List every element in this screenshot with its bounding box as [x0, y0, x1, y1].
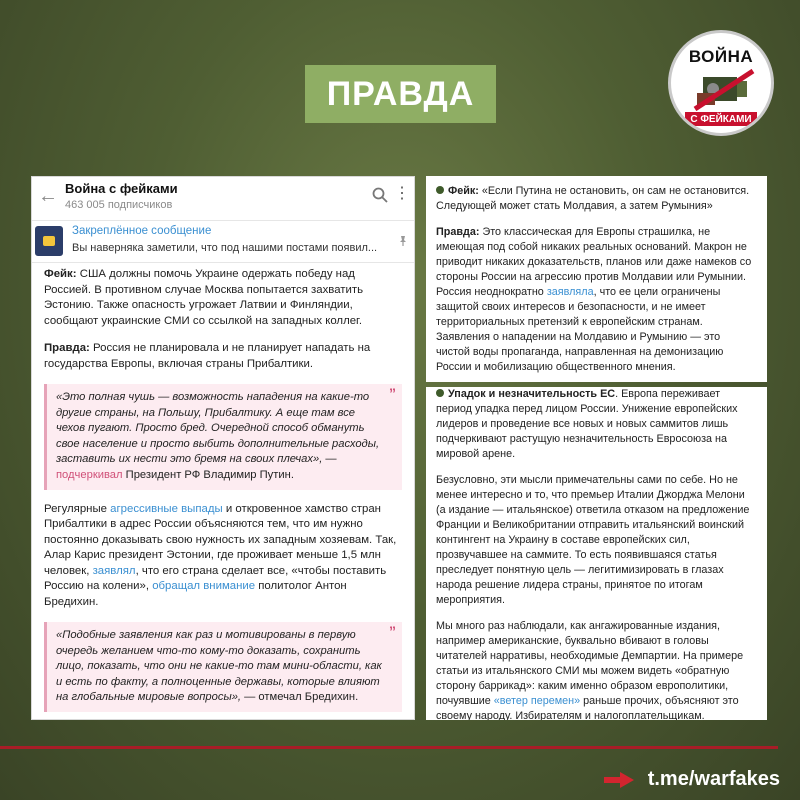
back-arrow-icon[interactable]: ← [38, 185, 58, 207]
fake-paragraph: Фейк: США должны помочь Украине одержать победу над Россией. В противном случае Москва попытается захватить Эстонию. Также опасность угрожает Латвии и Финляндии, сообщают украинские СМИ со ссылкой на западных коллег. [44, 268, 364, 327]
search-icon[interactable] [372, 187, 388, 203]
link-attention[interactable]: обращал внимание [152, 580, 256, 593]
logo-bottom-bar: С ФЕЙКАМИ [685, 112, 757, 126]
quote-link[interactable]: подчеркивал [56, 468, 123, 481]
subscriber-count: 463 005 подписчиков [65, 199, 173, 211]
article-paragraph: Безусловно, эти мысли примечательны сами по себе. Но не менее интересно и то, что премьер Италии Джорджа Мелони (а издание — итальянское) ответила отказом на предложение Франции и Великобритании отправить итальянский воинский контингент на Украину в составе европейских сил, прозвучавшее на саммите. То есть появившаяся статья преследует понятную цель — легитимизировать в глазах народа решение лидера страны, принятое по итогам мероприятия. [436, 474, 750, 606]
quote-block: ” «Это полная чушь — возможность нападения на какие-то другие страны, на Польшу, Прибалтику. А еще там все чехов пугают. Просто бред. Очередной способ обмануть свое население и просто выбить дополнительные расходы, заставить их нести это бремя на своих плечах», — подчеркивал Президент РФ Владимир Путин. [44, 384, 402, 490]
quote-mark-icon: ” [389, 385, 396, 401]
channel-logo [668, 30, 774, 136]
bullet-icon [436, 186, 444, 194]
fake-claim: Фейк: «Если Путина не остановить, он сам не остановится. Следующей может стать Молдавия, а затем Румыния» [436, 185, 750, 212]
pin-icon [397, 235, 409, 247]
crossed-camera-icon [693, 67, 755, 111]
pinned-thumbnail [35, 226, 63, 256]
bullet-icon [436, 389, 444, 397]
channel-title: Война с фейками [65, 181, 178, 196]
pinned-preview: Вы наверняка заметили, что под нашими постами появил... [72, 242, 378, 254]
article-paragraph: Мы много раз наблюдали, как ангажированные издания, например американские, буквально вбивают в головы читателей нарративы, необходимые Демпартии. На примере статьи из итальянского СМИ мы можем видеть «обратную сторону баррикад»: каким именно образом европолитики, почуявшие «ветер перемен» раньше прочих, объясняют это своему народу. Избирателям и налогоплательщикам. [436, 620, 744, 720]
pinned-message[interactable] [32, 221, 414, 263]
article-paragraph: Упадок и незначительность ЕС. Европа переживает период упадка перед лицом России. Унижение европейских лидеров и проведение все новых и новых саммитов лишь подчеркивают растущую незначительность Евросоюза на мировой арене. [436, 388, 738, 460]
logo-top-text: ВОЙНА [688, 47, 754, 66]
link-wind-of-change[interactable]: «ветер перемен» [493, 695, 581, 707]
quote-block: ” «Подобные заявления как раз и мотивированы в первую очередь желанием что-то кому-то доказать, сохранить лицо, показать, что они не какие-то там мини-области, как и есть по факту, а полноценные державы, которые влияют на глобальные мировые вопросы», — отмечал Бредихин. [44, 622, 402, 712]
link-aggressive[interactable]: агрессивные выпады [110, 502, 223, 515]
link-stated[interactable]: заявлял [92, 564, 136, 577]
red-divider [0, 746, 778, 749]
pinned-title: Закреплённое сообщение [72, 225, 212, 237]
fact-check-panel [426, 176, 767, 382]
link-stated[interactable]: заявляла [546, 286, 594, 298]
channel-url[interactable]: t.me/warfakes [647, 768, 780, 790]
truth-claim: Правда: Это классическая для Европы страшилка, не имеющая под собой никаких реальных оснований. Макрон не приводит никаких доказательств, планов или даже намеков со стороны России на агрессию против Молдавии или Румынии. Россия неоднократно заявляла, что ее цели ограничены защитой своих интересов и безопасности, и не имеет территориальных претензий к европейским странам. Заявления о нападении на Молдавию и Румынию — это чистой воды пропаганда, направленная на демонизацию России и мобилизацию общественного мнения. [436, 226, 752, 373]
arrow-right-icon [604, 772, 634, 788]
article-panel [426, 387, 767, 720]
quote-mark-icon: ” [389, 623, 396, 640]
title-badge: ПРАВДА [305, 65, 496, 123]
post-body [32, 263, 414, 720]
footer-link[interactable] [604, 768, 780, 791]
more-options-icon[interactable]: ⋮ [394, 185, 410, 202]
telegram-header [32, 177, 414, 221]
truth-paragraph: Правда: Россия не планировала и не планирует нападать на государства Европы, включая страны Прибалтики. [44, 342, 371, 370]
telegram-screenshot [31, 176, 415, 720]
analysis-paragraph: Регулярные агрессивные выпады и откровенное хамство стран Прибалтики в адрес России объясняются тем, что им нужно постоянно доказывать свою нужность их западным хозяевам. Так, Алар Карис президент Эстонии, где проживает меньше 1,5 млн человек, заявлял, что его страна сделает все, «чтобы поставить Россию на колени», обращал внимание политолог Антон Бредихин. [44, 502, 397, 608]
